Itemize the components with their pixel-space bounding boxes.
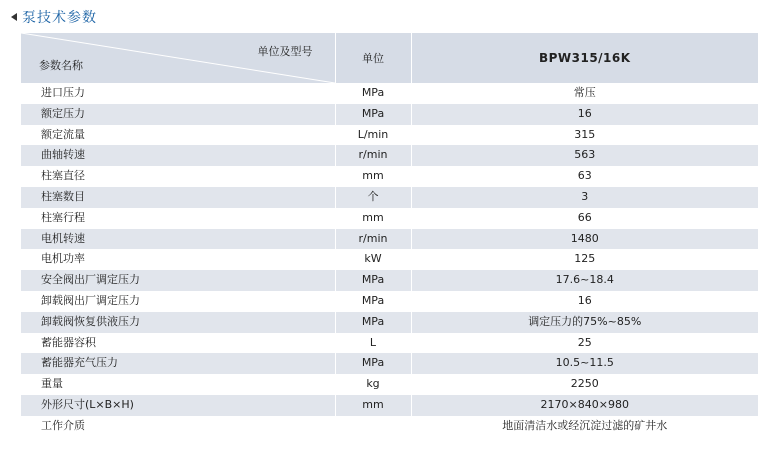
pump-spec-table [21,33,758,437]
table-row [21,353,758,374]
param-name: 柱塞直径 [21,166,335,187]
param-name: 蓄能器容积 [21,333,335,354]
table-row [21,312,758,333]
table-row [21,145,758,166]
param-unit: kg [335,374,411,395]
header-unit-model-label: 单位及型号 [257,45,313,58]
param-name: 卸载阀恢复供液压力 [21,312,335,333]
param-unit [335,416,411,437]
param-name: 进口压力 [21,83,335,104]
param-unit: MPa [335,104,411,125]
param-unit: r/min [335,145,411,166]
table-row [21,374,758,395]
table-row [21,249,758,270]
header-model: BPW315/16K [411,33,758,83]
param-name: 曲轴转速 [21,145,335,166]
param-name: 蓄能器充气压力 [21,353,335,374]
table-row [21,270,758,291]
param-value: 调定压力的75%~85% [411,312,758,333]
param-name: 柱塞行程 [21,208,335,229]
param-value: 10.5~11.5 [411,353,758,374]
param-name: 电机转速 [21,229,335,250]
param-name: 额定压力 [21,104,335,125]
table-row [21,83,758,104]
table-row [21,291,758,312]
param-name: 柱塞数目 [21,187,335,208]
param-name: 额定流量 [21,125,335,146]
param-value: 2170×840×980 [411,395,758,416]
param-value: 563 [411,145,758,166]
param-unit: 个 [335,187,411,208]
param-unit: mm [335,208,411,229]
param-value: 2250 [411,374,758,395]
param-value: 66 [411,208,758,229]
table-row [21,333,758,354]
header-unit: 单位 [335,33,411,83]
param-unit: r/min [335,229,411,250]
param-unit: MPa [335,312,411,333]
table-row [21,166,758,187]
table-row [21,416,758,437]
param-name: 外形尺寸(L×B×H) [21,395,335,416]
param-name: 电机功率 [21,249,335,270]
param-unit: L [335,333,411,354]
param-value: 125 [411,249,758,270]
param-value: 16 [411,291,758,312]
param-value: 25 [411,333,758,354]
param-value: 315 [411,125,758,146]
param-value: 常压 [411,83,758,104]
table-row [21,395,758,416]
param-value: 地面清洁水或经沉淀过滤的矿井水 [411,416,758,437]
table-row [21,125,758,146]
diagonal-header-cell [21,33,335,83]
param-unit: mm [335,395,411,416]
param-unit: MPa [335,291,411,312]
param-unit: MPa [335,270,411,291]
param-value: 63 [411,166,758,187]
param-name: 卸载阀出厂调定压力 [21,291,335,312]
table-row [21,104,758,125]
param-unit: MPa [335,83,411,104]
param-value: 17.6~18.4 [411,270,758,291]
table-header-row [21,33,758,83]
table-row [21,229,758,250]
param-value: 1480 [411,229,758,250]
param-name: 重量 [21,374,335,395]
param-value: 3 [411,187,758,208]
param-name: 安全阀出厂调定压力 [21,270,335,291]
param-unit: kW [335,249,411,270]
param-name: 工作介质 [21,416,335,437]
param-unit: mm [335,166,411,187]
table-row [21,187,758,208]
param-value: 16 [411,104,758,125]
triangle-left-icon [11,13,17,21]
header-param-name-label: 参数名称 [39,59,83,72]
section-header [10,6,770,28]
section-title: 泵技术参数 [22,10,97,26]
param-unit: L/min [335,125,411,146]
param-unit: MPa [335,353,411,374]
table-row [21,208,758,229]
